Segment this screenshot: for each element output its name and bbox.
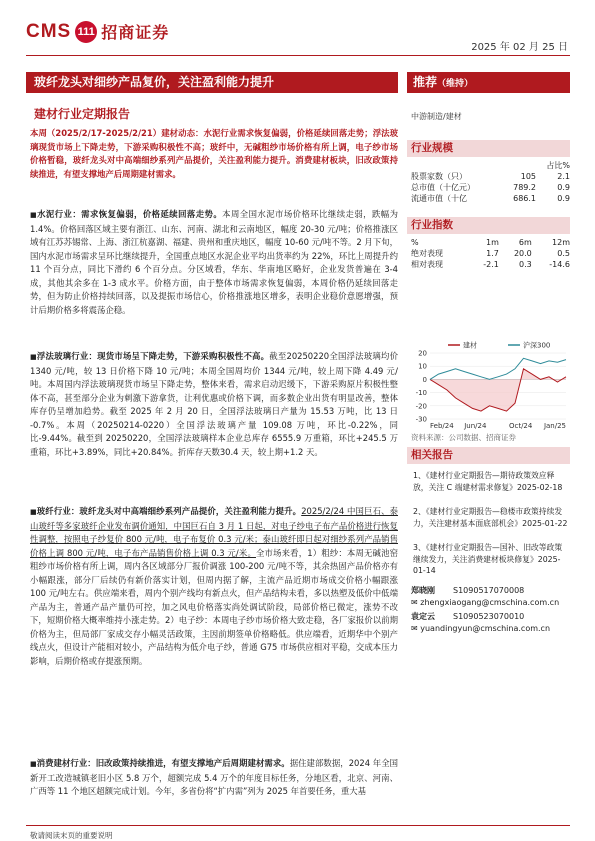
table-row — [411, 193, 570, 204]
logo-latin: CMS — [26, 20, 72, 42]
legend-label: 建材 — [463, 341, 477, 350]
related-report-item[interactable]: 3、《建材行业定期报告—国补、旧改等政策继续发力，关注消费建材板块修复》2025-01-14 — [413, 543, 563, 575]
chart-source: 资料来源：公司数据、招商证券 — [411, 433, 516, 442]
paragraph-lead: ■ 浮法玻璃行业：现货市场呈下降走势，下游采购积极性不高。 — [30, 351, 269, 361]
cell-value: 686.1 — [513, 194, 537, 203]
paragraph-glass — [30, 350, 398, 459]
y-tick-label: 0 — [422, 375, 427, 384]
table-row — [411, 259, 570, 270]
cell-value: 0.9 — [557, 183, 570, 192]
industry-index-heading: 行业指数 — [407, 217, 570, 234]
paragraph-lead: ■ 水泥行业：需求恢复偏弱，价格延续回落走势。 — [30, 209, 222, 219]
row-label: 总市值（十亿元） — [411, 183, 475, 192]
x-tick-label: Oct/24 — [508, 422, 533, 430]
analyst-entry — [411, 611, 524, 622]
cell-value: -2.1 — [483, 260, 499, 269]
cell-value: -14.6 — [549, 260, 570, 269]
x-tick-label: Jan/25 — [543, 422, 566, 430]
analyst-entry — [411, 585, 524, 596]
col-header: 1m — [485, 238, 499, 247]
cell-value: 2.1 — [557, 172, 570, 181]
industry-index-table — [411, 237, 570, 270]
rating-label: 推荐 — [413, 75, 438, 89]
logo-badge-icon: 111 — [75, 21, 97, 43]
col-header: 6m — [518, 238, 532, 247]
mail-icon: ✉ — [411, 598, 421, 607]
table-header-row — [411, 237, 570, 248]
company-logo — [26, 20, 169, 43]
table-row — [411, 248, 570, 259]
paragraph-price-notice: 2025/2/24 中国巨石、泰山玻纤等多家玻纤企业发布调价通知，中国巨石自 3 月 1 日起，对电子纱电子布产品价格进行恢复性调整，按照电子纱复价 800 元/吨，电子布复价 0.3 元/米；泰山玻纤即日起对细纱系列产品销售价格上调 800 元/吨，电子布产品销售价格上调 0.3 元/米。 — [30, 506, 399, 558]
table-row — [411, 182, 570, 193]
mail-icon: ✉ — [411, 624, 421, 633]
report-title: 玻纤龙头对细纱产品复价，关注盈利能力提升 — [26, 72, 398, 93]
analyst-id: S1090523070010 — [453, 612, 525, 621]
cell-value: 1.7 — [486, 249, 499, 258]
cell-value: 0.5 — [557, 249, 570, 258]
cell-value: 789.2 — [513, 183, 537, 192]
legend-label: 沪深300 — [523, 341, 551, 350]
analyst-id: S1090517070008 — [453, 586, 525, 595]
paragraph-text: 本周全国水泥市场价格环比继续走弱，跌幅为 1.4%。价格回落区域主要有浙江、山东、河南、湖北和云南地区，幅度 20-30 元/吨；价格推涨区域有江苏苏锡常、上海、浙江杭嘉湖、福建、贵州和重庆地区，幅度 10-60 元/吨不等。2 月下旬，国内水泥市场需求呈环比继续提升，全国重点地区水泥企业平均出货率约为 22%，环比上周提升约 11 个百分点，同比下滑约 6 个百分点。分区域看，华东、华南地区略好，企业发货普遍在 3-4 成，其他其余多在 1-3 成水平。价格方面，由于整体市场需求恢复偏弱，本周价格仍延续回落走势，但为防止价格持续回落，以及提振市场信心，价格推涨地区增多，表明企业稳价意愿增强，预计后期价格多将震荡企稳。 — [30, 209, 398, 315]
y-tick-label: 10 — [418, 362, 427, 371]
table-row — [411, 171, 570, 182]
analyst-name: 郑晓刚 — [411, 586, 435, 595]
series-area-0 — [430, 369, 566, 411]
cell-value: 0.9 — [557, 194, 570, 203]
row-label: 绝对表现 — [411, 249, 443, 258]
y-tick-label: -20 — [415, 402, 427, 411]
paragraph-text: 据住建部数据，2024 年全国新开工改造城镇老旧小区 5.8 万个，超额完成 5.4 万个的年度目标任务，分地区看，北京、河南、广西等 11 个地区超额完成计划。今年，多省份将“扩内需”列为 2025 年首要任务，重大基 — [30, 758, 398, 796]
industry-index-chart — [408, 339, 570, 431]
footer-note: 敬请阅读末页的重要说明 — [30, 831, 113, 840]
y-tick-label: -10 — [415, 389, 427, 398]
cell-value: 105 — [520, 172, 537, 181]
cell-value: 0.3 — [519, 260, 532, 269]
report-subtitle: 建材行业定期报告 — [34, 107, 131, 121]
table-header-row — [411, 160, 570, 171]
logo-chinese: 招商证券 — [101, 23, 170, 42]
header-divider — [26, 55, 570, 56]
report-date: 2025 年 02 月 25 日 — [471, 42, 568, 53]
industry-scale-table — [411, 160, 570, 204]
analyst-name: 袁定云 — [411, 612, 435, 621]
analyst-email[interactable]: zhengxiaogang@cmschina.com.cn — [420, 598, 560, 607]
paragraph-text: 截至20250220全国浮法玻璃均价 1340 元/吨，较 13 日价格下降 10 元/吨；本周全国周均价 1344 元/吨，较上周下降 4.49 元/吨。本周国内浮法玻璃现货市场呈下降走势，整体来看，需求启动迟缓下，下游采购原片积极性整体不高，甚至部分企业为刺激下游拿货，让利优惠或价格下调，而多数企业出货有明显改善，整体库存仍呈增加趋势。截至 2025 年 2 月 20 日，全国浮法玻璃日产量为 15.53 万吨，比 13 日 -0.7%。本周（20250214-0220）全国浮法玻璃产量 109.08 万吨，环比-0.22%，同比-9.44%。截至到 20250220，全国浮法玻璃样本企业总库存 6555.9 万重箱，环比+245.5 万重箱，环比+3.89%，同比+20.84%。折库存天数30.4 天，较上期+1.2 天。 — [30, 351, 398, 457]
related-reports-heading: 相关报告 — [407, 447, 570, 464]
paragraph-cement — [30, 208, 398, 317]
summary-paragraph: 本周（2025/2/17-2025/2/21）建材动态：水泥行业需求恢复偏弱，价格延续回落走势；浮法玻璃现货市场上下降走势，下游采购积极性不高；玻纤中，无碱粗纱市场价格有所上调，电子纱市场价格暂稳，玻纤龙头对中高端细纱系列产品提价，关注盈利能力提升。消费建材板块，旧改政策持续推进，有望支撑地产后周期建材需求。 — [30, 128, 398, 179]
analyst-email-row — [411, 624, 550, 633]
paragraph-consumer-materials — [30, 757, 398, 799]
industry-category: 中游制造/建材 — [411, 112, 462, 121]
paragraph-fiberglass — [30, 505, 398, 668]
y-tick-label: 20 — [418, 349, 427, 358]
row-label: 相对表现 — [411, 260, 443, 269]
related-report-item[interactable]: 1、《建材行业定期报告—期待政策效应释放，关注 C 端建材需求修复》2025-02-18 — [413, 471, 563, 492]
col-header-share: 占比% — [546, 161, 570, 170]
rating-sub: （维持） — [437, 79, 474, 89]
x-tick-label: Jun/24 — [464, 422, 487, 430]
footer-divider — [26, 825, 570, 826]
related-report-item[interactable]: 2、《建材行业定期报告—稳楼市政策持续发力，关注建材基本面底部机会》2025-01-22 — [413, 507, 568, 528]
analyst-email[interactable]: yuandingyun@cmschina.com.cn — [420, 624, 551, 633]
x-tick-label: Feb/24 — [430, 422, 454, 430]
paragraph-lead: ■ 玻纤行业：玻纤龙头对中高端细纱系列产品提价，关注盈利能力提升。 — [30, 506, 301, 516]
analyst-email-row — [411, 598, 559, 607]
paragraph-lead: ■ 消费建材行业：旧改政策持续推进，有望支撑地产后周期建材需求。 — [30, 758, 290, 768]
row-label: 股票家数（只） — [411, 172, 467, 181]
col-header-pct: % — [411, 238, 419, 247]
series-line-1 — [430, 358, 566, 379]
y-tick-label: -30 — [415, 415, 427, 424]
row-label: 流通市值（十亿 — [411, 194, 467, 203]
cell-value: 20.0 — [513, 249, 532, 258]
col-header: 12m — [552, 238, 570, 247]
paragraph-text: 全市场来看，1）粗纱：本周无碱池窑粗纱市场价格有所上调，周内各区域部分厂报价调涨 100-200 元/吨不等，其余热固产品价格亦有小幅跟涨，部分厂后续仍有新价落实计划，但周内据了解，主流产品近期市场成交价格小幅跟涨 100 元/吨左右。供应端来看，周内个别产线均有新点火，但产品结构未看，多以热塑及低价中低端产品为主，普通产品产量仍可控，加之风电价格落实尚处调试阶段，局部价格已微定，涨势不改下，短期价格大概率维持小涨走势。2）电子纱：本周电子纱市场价格大致走稳，各厂家报价以前期价格为主，但局部厂家成交存小幅灵活政策，主因前期签单价格略低。供应端看，近期华中个别产线点火，但设计产能相对较小，产品结构为低介电子纱，普通 G75 市场供应相对平稳，交成本压力影响，后期价格或存提涨预期。 — [30, 547, 398, 666]
industry-scale-heading: 行业规模 — [407, 140, 570, 157]
rating-badge — [407, 72, 570, 93]
